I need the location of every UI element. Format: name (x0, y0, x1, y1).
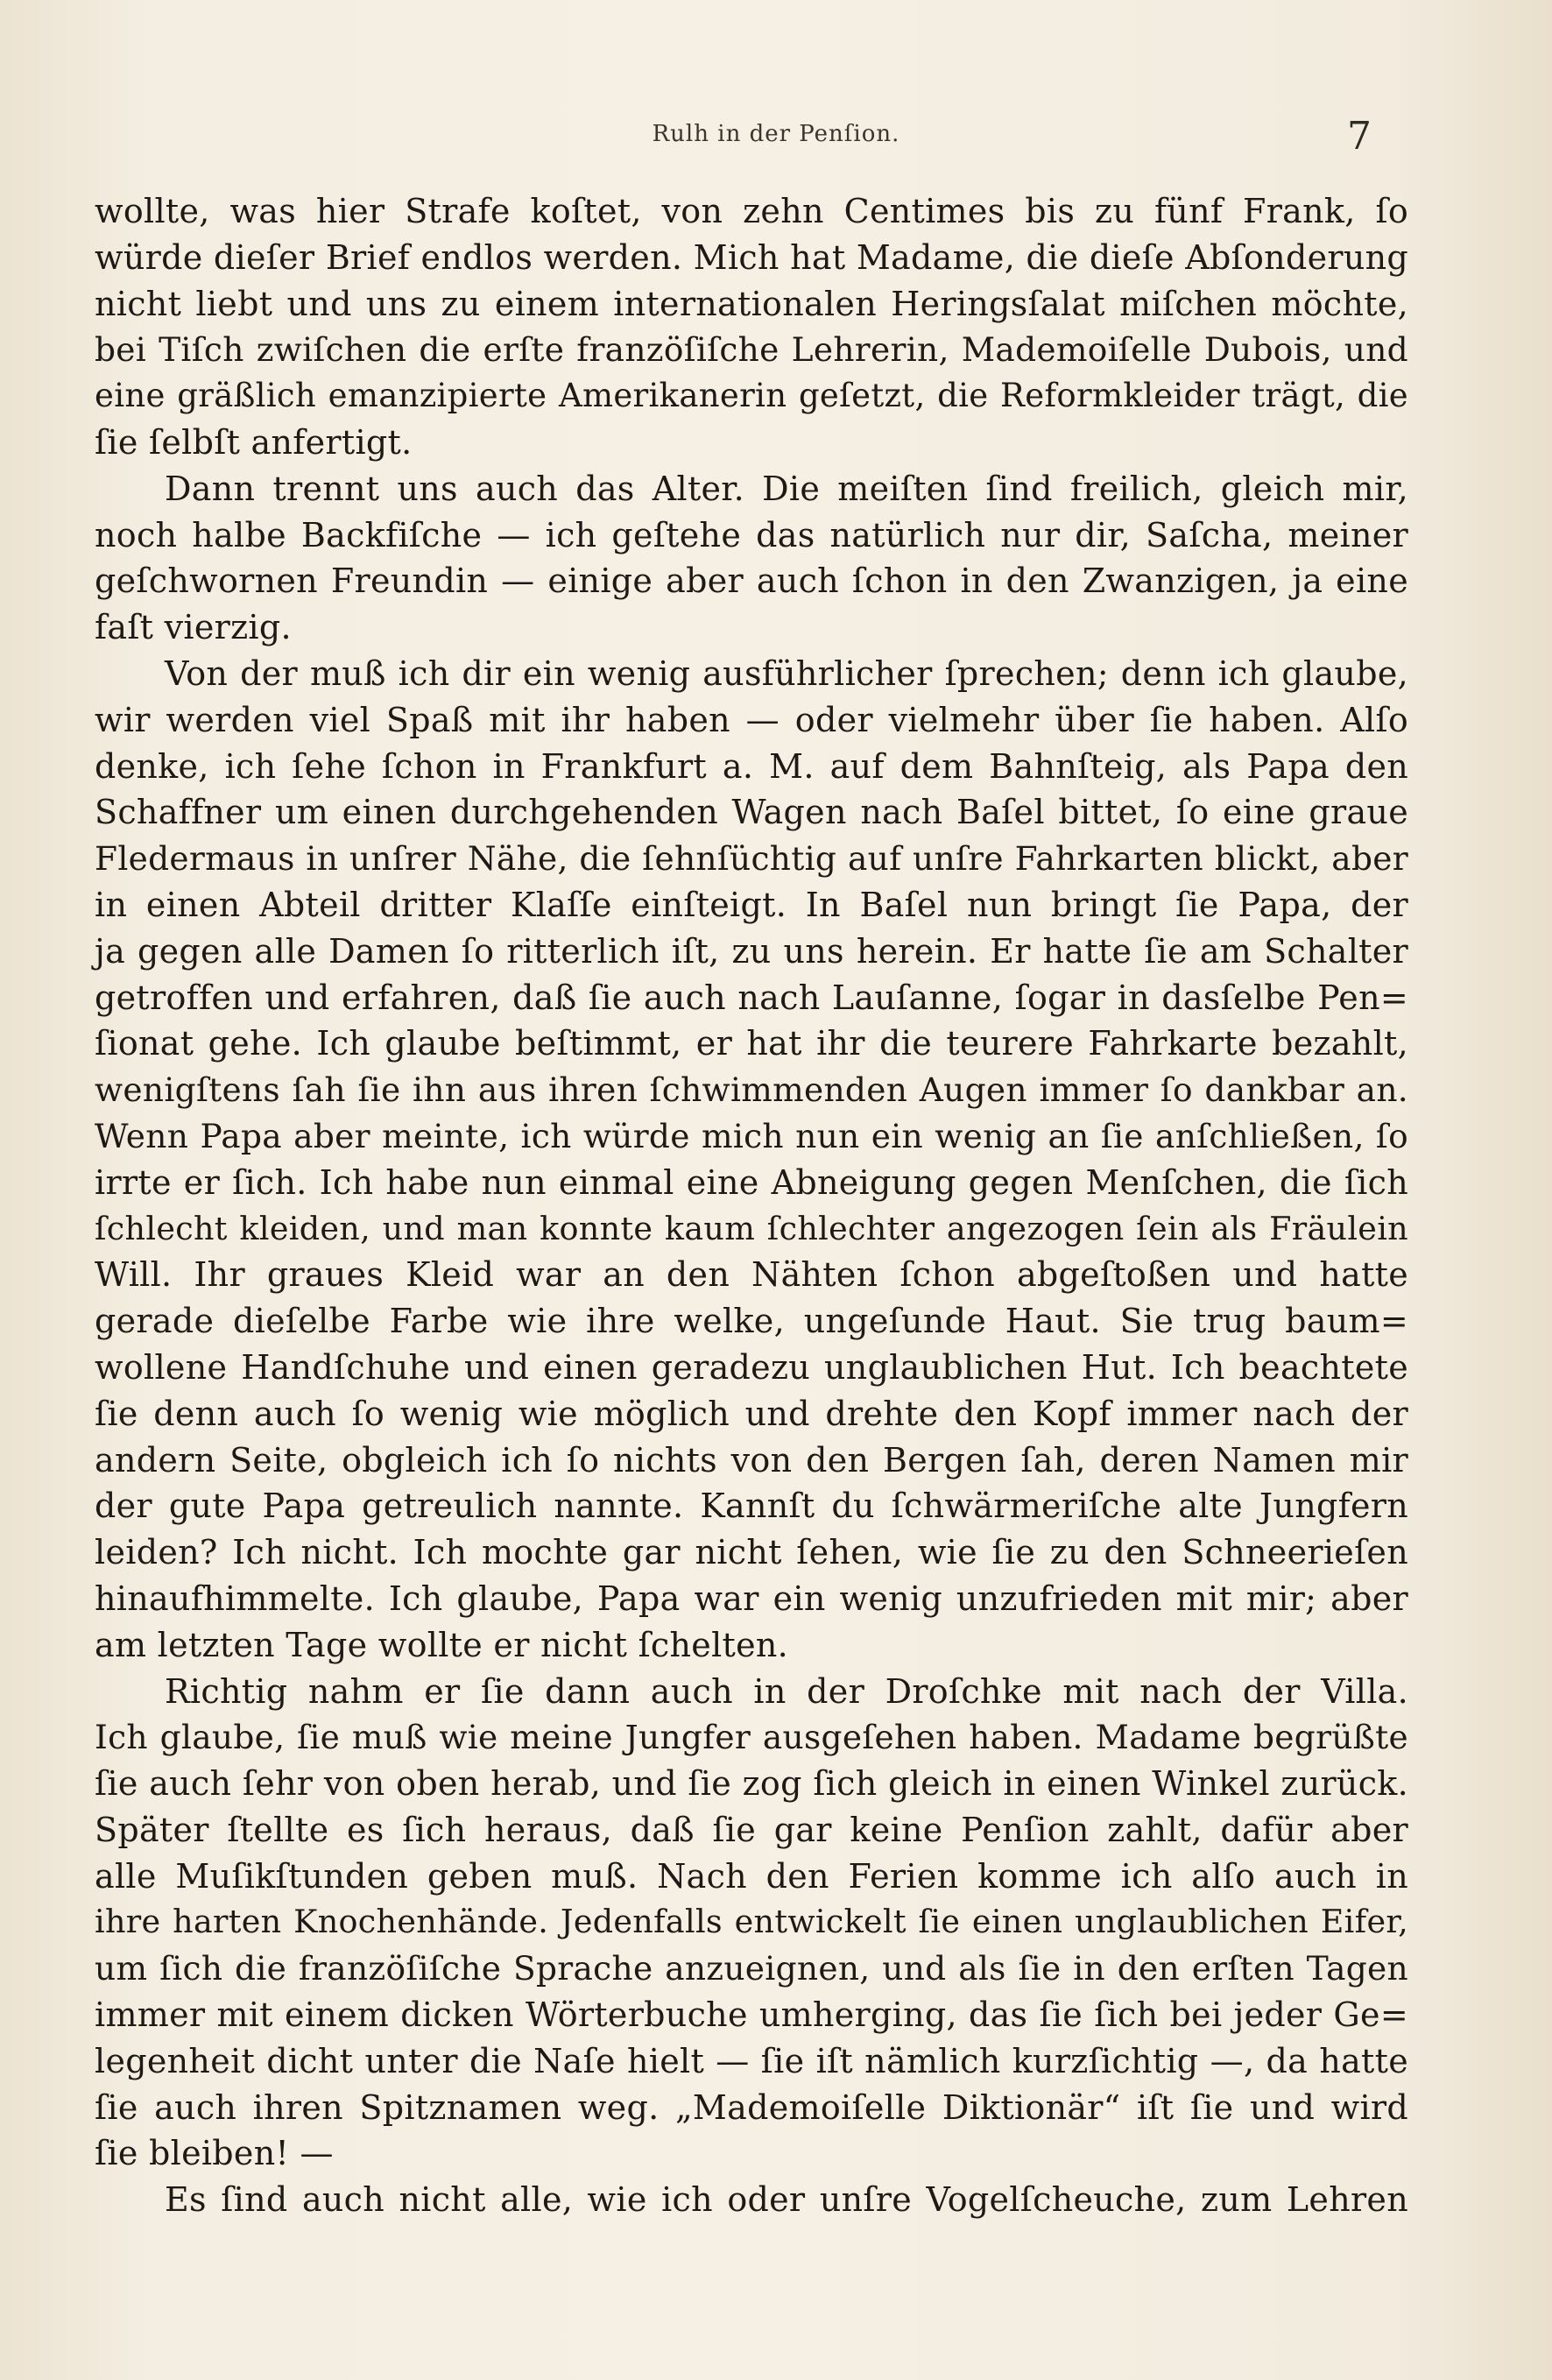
text-line: Ich glaube, ſie muß wie meine Jungfer ausgeſehen haben. Madame begrüßte (95, 1718, 1408, 1757)
text-line: der gute Papa getreulich nannte. Kannſt du ſchwärmeriſche alte Jungfern (95, 1487, 1408, 1526)
text-line: andern Seite, obgleich ich ſo nichts von den Bergen ſah, deren Namen mir (95, 1440, 1408, 1480)
text-line: würde dieſer Brief endlos werden. Mich hat Madame, die dieſe Abſonderung (95, 237, 1408, 277)
text-line: immer mit einem dicken Wörterbuche umherging, das ſie ſich bei jeder Ge= (95, 1995, 1408, 2035)
text-line: hinaufhimmelte. Ich glaube, Papa war ein wenig unzufrieden mit mir; aber (95, 1578, 1408, 1618)
text-line: faſt vierzig. (95, 608, 292, 647)
text-line: nicht liebt und uns zu einem internationalen Heringsſalat miſchen möchte, (95, 284, 1408, 323)
text-line: getroffen und erfahren, daß ſie auch nach Lauſanne, ſogar in dasſelbe Pen= (95, 978, 1408, 1017)
text-line: Wenn Papa aber meinte, ich würde mich nun ein wenig an ſie anſchließen, ſo (95, 1116, 1408, 1155)
text-line: ſchlecht kleiden, und man konnte kaum ſchlechter angezogen ſein als Fräulein (95, 1209, 1408, 1247)
text-line: in einen Abteil dritter Klaſſe einſteigt. In Baſel nun bringt ſie Papa, der (95, 885, 1408, 924)
text-line: geſchwornen Freundin — einige aber auch ſchon in den Zwanzigen, ja eine (95, 561, 1408, 601)
text-line: wir werden viel Spaß mit ihr haben — oder vielmehr über ſie haben. Alſo (95, 700, 1408, 739)
page-header (0, 112, 1552, 159)
text-line: Fledermaus in unſrer Nähe, die ſehnſüchtig auf unſre Fahrkarten blickt, aber (95, 839, 1408, 879)
text-line: noch halbe Backfiſche — ich geſtehe das natürlich nur dir, Saſcha, meiner (95, 515, 1408, 554)
text-line: wollte, was hier Strafe koſtet, von zehn Centimes bis zu fünf Frank, ſo (95, 192, 1408, 230)
text-line: wollene Handſchuhe und einen geradezu unglaublichen Hut. Ich beachtete (95, 1347, 1408, 1387)
text-line: ſie auch ihren Spitznamen weg. „Mademoiſelle Diktionär“ iſt ſie und wird (95, 2087, 1408, 2127)
text-line: wenigſtens ſah ſie ihn aus ihren ſchwimmenden Augen immer ſo dankbar an. (95, 1070, 1408, 1110)
text-line: leiden? Ich nicht. Ich mochte gar nicht ſehen, wie ſie zu den Schneerieſen (95, 1533, 1408, 1572)
text-line: ihre harten Knochenhände. Jedenfalls entwickelt ſie einen unglaublichen Eifer, (95, 1903, 1408, 1941)
text-line: irrte er ſich. Ich habe nun einmal eine Abneigung gegen Menſchen, die ſich (95, 1162, 1408, 1202)
page-number: 7 (1347, 114, 1372, 159)
text-line: Richtig nahm er ſie dann auch in der Droſchke mit nach der Villa. (165, 1671, 1408, 1711)
text-line: denke, ich ſehe ſchon in Frankfurt a. M. auf dem Bahnſteig, als Papa den (95, 746, 1408, 786)
text-line: Dann trennt uns auch das Alter. Die meiſten ſind freilich, gleich mir, (165, 469, 1408, 508)
text-line: Später ſtellte es ſich heraus, daß ſie gar keine Penſion zahlt, dafür aber (95, 1810, 1408, 1849)
text-line: ſie bleiben! — (95, 2134, 334, 2173)
text-line: Will. Ihr graues Kleid war an den Nähten ſchon abgeſtoßen und hatte (95, 1255, 1408, 1295)
text-line: eine gräßlich emanzipierte Amerikanerin geſetzt, die Reformkleider trägt, die (95, 377, 1408, 415)
text-line: Von der muß ich dir ein wenig ausführlicher ſprechen; denn ich glaube, (165, 653, 1408, 693)
text-line: legenheit dicht unter die Naſe hielt — ſie iſt nämlich kurzſichtig —, da hatte (95, 2041, 1408, 2080)
text-line: ſie auch ſehr von oben herab, und ſie zog ſich gleich in einen Winkel zurück. (95, 1764, 1408, 1804)
text-line: gerade dieſelbe Farbe wie ihre welke, ungeſunde Haut. Sie trug baum= (95, 1302, 1408, 1341)
body-text (95, 188, 1408, 2223)
text-line: bei Tiſch zwiſchen die erſte franzöſiſche Lehrerin, Mademoiſelle Dubois, und (95, 330, 1408, 370)
text-line: ſionat gehe. Ich glaube beſtimmt, er hat ihr die teurere Fahrkarte bezahlt, (95, 1024, 1408, 1063)
text-line: am letzten Tage wollte er nicht ſchelten. (95, 1625, 789, 1664)
text-line: ja gegen alle Damen ſo ritterlich iſt, zu uns herein. Er hatte ſie am Schalter (95, 931, 1408, 971)
running-title: Rulh in der Penſion. (652, 121, 900, 147)
text-line: alle Muſikſtunden geben muß. Nach den Ferien komme ich alſo auch in (95, 1856, 1408, 1896)
text-line: Schaffner um einen durchgehenden Wagen nach Baſel bittet, ſo eine graue (95, 793, 1408, 832)
text-line: um ſich die franzöſiſche Sprache anzueignen, und als ſie in den erſten Tagen (95, 1949, 1408, 1988)
text-line: ſie ſelbſt anfertigt. (95, 422, 413, 462)
text-line: ſie denn auch ſo wenig wie möglich und drehte den Kopf immer nach der (95, 1394, 1408, 1433)
text-line: Es ſind auch nicht alle, wie ich oder unſre Vogelſcheuche, zum Lehren (165, 2180, 1408, 2220)
